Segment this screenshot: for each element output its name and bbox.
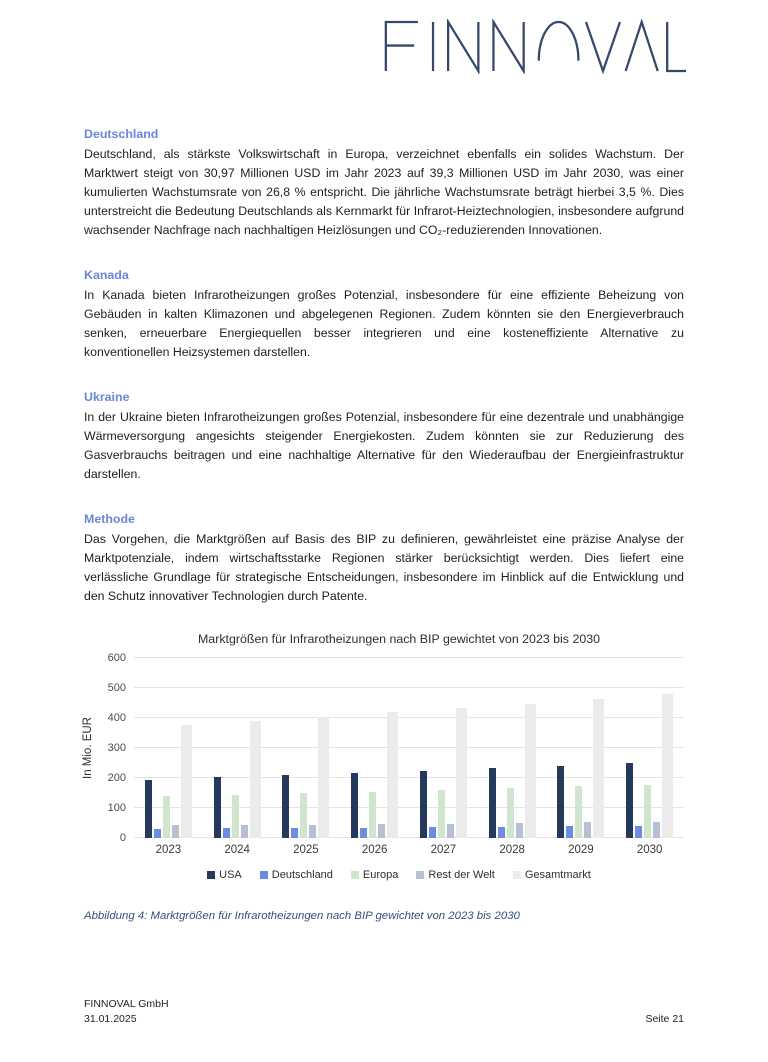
bar-rest-der-welt-2027 (447, 824, 454, 838)
market-size-chart (84, 632, 684, 881)
bar-europa-2024 (232, 795, 239, 839)
x-tick-label-2030: 2030 (636, 844, 663, 856)
x-tick-label-2027: 2027 (430, 844, 457, 856)
x-tick-label-2028: 2028 (499, 844, 525, 856)
legend-label: Europa (362, 869, 399, 881)
legend-label: Rest der Welt (428, 869, 495, 881)
bar-gesamtmarkt-2030 (662, 694, 673, 838)
legend-label: USA (219, 869, 242, 881)
x-tick-label-2025: 2025 (293, 844, 319, 856)
figure-caption: Abbildung 4: Marktgrößen für Infrarotheizungen nach BIP gewichtet von 2023 bis 2030 (84, 910, 520, 922)
y-axis-title: In Mio. EUR (82, 717, 94, 779)
bar-deutschland-2024 (223, 828, 230, 838)
chart-area (82, 652, 684, 844)
bar-deutschland-2023 (154, 829, 161, 838)
legend-swatch-icon (416, 871, 424, 879)
legend-label: Gesamtmarkt (524, 869, 591, 881)
chart-title: Marktgrößen für Infrarotheizungen nach BIP gewichtet von 2023 bis 2030 (197, 632, 601, 646)
section-body: Deutschland, als stärkste Volkswirtschaft in Europa, verzeichnet ebenfalls ein solides Wachstum. Der Marktwert steigt von 30,97 Millionen USD im Jahr 2023 auf 39,3 Millionen USD im Jahr 2030, was einer kumulierten Wachstumsrate von 26,8 % entspricht. Die jährliche Wachstumsrate beträgt hierbei 3,5 %. Dies unterstreicht die Bedeutung Deutschlands als Kernmarkt für Infrarot-Heiztechnologien, insbesondere aufgrund wachsender Nachfrage nach nachhaltigen Heizlösungen und CO₂-reduzierenden Innovationen. (84, 147, 684, 237)
bar-gesamtmarkt-2025 (318, 717, 329, 839)
bar-europa-2026 (369, 792, 376, 839)
bar-rest-der-welt-2028 (516, 823, 523, 838)
y-tick-label: 400 (107, 712, 126, 724)
bar-group-2023 (134, 658, 203, 838)
section-heading: Deutschland (84, 127, 159, 141)
x-axis-labels (134, 844, 684, 856)
bar-usa-2025 (282, 775, 289, 838)
legend-swatch-icon (207, 871, 215, 879)
bar-usa-2023 (145, 780, 152, 839)
bar-europa-2030 (644, 785, 651, 838)
legend-item-usa (207, 869, 242, 881)
y-tick-label: 300 (107, 742, 126, 754)
section-body: Das Vorgehen, die Marktgrößen auf Basis des BIP zu definieren, gewährleistet eine präzise Analyse der Marktpotenziale, indem wirtschaftsstarke Regionen stärker berücksichtigt werden. Dies liefert eine verlässliche Grundlage für strategische Entscheidungen, insbesondere im Hinblick auf die Entwicklung und den Schutz innovativer Technologien durch Patente. (84, 532, 684, 603)
footer-date: 31.01.2025 (84, 1013, 137, 1025)
bar-gesamtmarkt-2026 (387, 712, 398, 838)
legend-swatch-icon (260, 871, 268, 879)
y-tick-label: 500 (107, 682, 126, 694)
bar-deutschland-2028 (498, 827, 505, 838)
text-sections (84, 127, 684, 606)
bar-group-2026 (340, 658, 409, 838)
bar-rest-der-welt-2025 (309, 825, 316, 839)
footer-company: FINNOVAL GmbH (84, 998, 169, 1010)
bar-gesamtmarkt-2029 (593, 699, 604, 838)
bar-europa-2027 (438, 790, 445, 838)
y-tick-label: 600 (107, 652, 126, 664)
bar-europa-2023 (163, 796, 170, 838)
bar-group-2025 (272, 658, 341, 838)
bar-usa-2029 (557, 766, 564, 838)
x-tick-label-2026: 2026 (361, 844, 388, 856)
bar-deutschland-2025 (291, 828, 298, 838)
bar-group-2027 (409, 658, 478, 838)
section-kanada (84, 268, 684, 362)
legend-item-deutschland (260, 869, 333, 881)
section-deutschland (84, 127, 684, 240)
bar-group-2029 (547, 658, 616, 838)
y-axis-ticks (100, 652, 134, 844)
section-body: In der Ukraine bieten Infrarotheizungen großes Potenzial, insbesondere für eine dezentrale und unabhängige Wärmeversorgung angesichts steigender Energiekosten. Zudem könnten sie zur Reduzierung des Gasverbrauchs beitragen und eine nachhaltige Alternative für den Wiederaufbau der Energieinfrastruktur darstellen. (84, 410, 684, 481)
section-ukraine (84, 390, 684, 484)
legend-swatch-icon (351, 871, 359, 879)
bar-groups (134, 658, 684, 838)
bar-usa-2024 (214, 777, 221, 838)
bar-deutschland-2026 (360, 828, 367, 839)
chart-plot (134, 658, 684, 838)
bar-rest-der-welt-2023 (172, 825, 179, 838)
section-heading: Ukraine (84, 390, 130, 404)
x-tick-label-2029: 2029 (568, 844, 594, 856)
bar-usa-2030 (626, 763, 633, 838)
bar-usa-2026 (351, 773, 358, 838)
bar-rest-der-welt-2026 (378, 824, 385, 838)
legend-swatch-icon (513, 871, 521, 879)
bar-europa-2025 (300, 793, 307, 838)
section-body: In Kanada bieten Infrarotheizungen großes Potenzial, insbesondere für eine effiziente Beheizung von Gebäuden in kalten Klimazonen und abgelegenen Regionen. Zudem könnten sie den Energieverbrauch senken, erneuerbare Energiequellen besser integrieren und eine kosteneffiziente Alternative zu konventionellen Heizsystemen darstellen. (84, 288, 684, 359)
bar-gesamtmarkt-2023 (181, 725, 192, 838)
legend-item-gesamtmarkt (513, 869, 591, 881)
footer-left (84, 997, 169, 1027)
x-tick-label-2024: 2024 (224, 844, 250, 856)
bar-usa-2028 (489, 768, 496, 838)
bar-deutschland-2029 (566, 826, 573, 838)
bar-gesamtmarkt-2027 (456, 708, 467, 838)
legend-item-rest-der-welt (416, 869, 494, 881)
bar-usa-2027 (420, 771, 427, 838)
bar-deutschland-2030 (635, 826, 642, 838)
y-tick-label: 0 (119, 832, 126, 844)
footer-page-number: Seite 21 (645, 1013, 684, 1025)
bar-europa-2028 (507, 788, 514, 838)
chart-legend (84, 869, 684, 881)
section-methode (84, 512, 684, 606)
bar-rest-der-welt-2024 (241, 825, 248, 838)
bar-deutschland-2027 (429, 827, 436, 838)
bar-group-2030 (615, 658, 684, 838)
bar-gesamtmarkt-2028 (525, 704, 536, 838)
y-tick-label: 100 (107, 802, 126, 814)
bar-group-2024 (203, 658, 272, 838)
bar-gesamtmarkt-2024 (250, 721, 261, 838)
bar-rest-der-welt-2029 (584, 822, 591, 838)
y-tick-label: 200 (107, 772, 126, 784)
page-footer (84, 997, 684, 1027)
bar-rest-der-welt-2030 (653, 822, 660, 838)
x-tick-label-2023: 2023 (155, 844, 182, 856)
legend-item-europa (351, 869, 398, 881)
bar-europa-2029 (575, 786, 582, 838)
section-heading: Methode (84, 512, 135, 526)
bar-group-2028 (478, 658, 547, 838)
legend-label: Deutschland (271, 869, 333, 881)
section-heading: Kanada (84, 268, 129, 282)
